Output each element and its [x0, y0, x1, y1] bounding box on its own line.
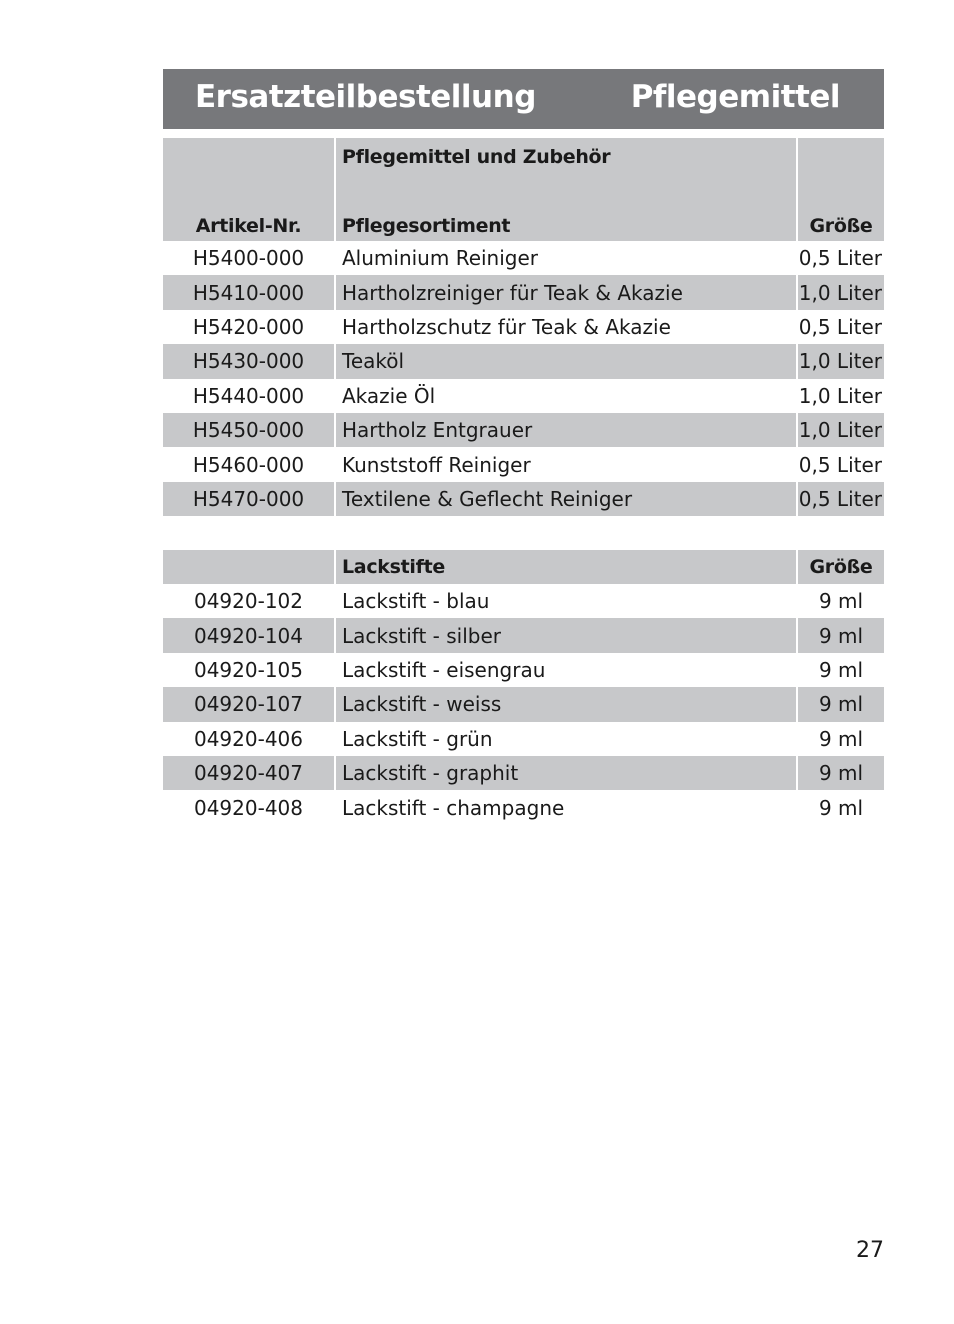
table-row [163, 722, 884, 756]
table-row [163, 756, 884, 790]
banner-title-left: Ersatzteilbestellung [195, 79, 536, 115]
product-size: 0,5 Liter [797, 482, 884, 516]
care-products-table [163, 138, 884, 516]
product-name: Lackstift - graphit [335, 756, 797, 790]
table-row [163, 344, 884, 378]
product-size: 1,0 Liter [797, 344, 884, 378]
header-article-number: Artikel-Nr. [163, 138, 335, 241]
product-name: Hartholzschutz für Teak & Akazie [335, 310, 797, 344]
article-number: H5450-000 [163, 413, 335, 447]
product-name: Lackstift - grün [335, 722, 797, 756]
product-size: 9 ml [797, 756, 884, 790]
article-number: 04920-102 [193, 589, 303, 614]
article-number: H5460-000 [192, 452, 305, 477]
table-row [163, 379, 884, 413]
article-number: H5410-000 [163, 275, 335, 309]
article-number: H5420-000 [192, 314, 305, 339]
article-number: H5470-000 [163, 482, 335, 516]
product-size: 1,0 Liter [797, 275, 884, 309]
product-name: Teaköl [335, 344, 797, 378]
header-product-name [335, 138, 797, 241]
banner-title-right: Pflegemittel [630, 79, 840, 115]
product-name: Lackstift - champagne [335, 790, 797, 824]
article-number: 04920-104 [163, 618, 335, 652]
product-name: Hartholzreiniger für Teak & Akazie [335, 275, 797, 309]
product-size: 9 ml [797, 618, 884, 652]
article-number: H5400-000 [192, 246, 305, 271]
product-size: 9 ml [797, 653, 884, 687]
product-name: Akazie Öl [335, 379, 797, 413]
product-size: 0,5 Liter [797, 447, 884, 481]
header-product-name: Lackstifte [335, 550, 797, 584]
article-number: 04920-407 [163, 756, 335, 790]
article-number: 04920-107 [163, 687, 335, 721]
article-number: H5430-000 [163, 344, 335, 378]
table-row [163, 687, 884, 721]
page-number: 27 [856, 1238, 884, 1263]
product-name: Lackstift - weiss [335, 687, 797, 721]
header-size: Größe [797, 550, 884, 584]
paint-pens-table [163, 550, 884, 825]
product-size: 0,5 Liter [797, 241, 884, 275]
table-subtitle: Pflegemittel und Zubehör [342, 146, 611, 168]
product-name: Lackstift - silber [335, 618, 797, 652]
table-header-row [163, 550, 884, 584]
product-name: Lackstift - eisengrau [335, 653, 797, 687]
table-row [163, 241, 884, 275]
table-row [163, 653, 884, 687]
product-size: 9 ml [797, 687, 884, 721]
table-row [163, 482, 884, 516]
article-number: 04920-105 [193, 657, 303, 682]
table-header-row [163, 138, 884, 241]
article-number: H5440-000 [192, 383, 305, 408]
article-number: 04920-408 [193, 795, 303, 820]
table-row [163, 618, 884, 652]
table-row [163, 790, 884, 824]
product-size: 1,0 Liter [797, 413, 884, 447]
title-banner [163, 69, 884, 129]
header-size: Größe [797, 138, 884, 241]
product-size: 0,5 Liter [797, 310, 884, 344]
product-size: 9 ml [797, 790, 884, 824]
header-name-label: Pflegesortiment [342, 215, 511, 237]
product-size: 1,0 Liter [797, 379, 884, 413]
table-row [163, 447, 884, 481]
product-name: Kunststoff Reiniger [335, 447, 797, 481]
table-row [163, 584, 884, 618]
header-article-number [163, 550, 335, 584]
table-row [163, 413, 884, 447]
table-row [163, 275, 884, 309]
product-size: 9 ml [797, 584, 884, 618]
product-name: Hartholz Entgrauer [335, 413, 797, 447]
product-size: 9 ml [797, 722, 884, 756]
table-row [163, 310, 884, 344]
product-name: Aluminium Reiniger [335, 241, 797, 275]
article-number: 04920-406 [193, 726, 303, 751]
product-name: Textilene & Geflecht Reiniger [335, 482, 797, 516]
product-name: Lackstift - blau [335, 584, 797, 618]
